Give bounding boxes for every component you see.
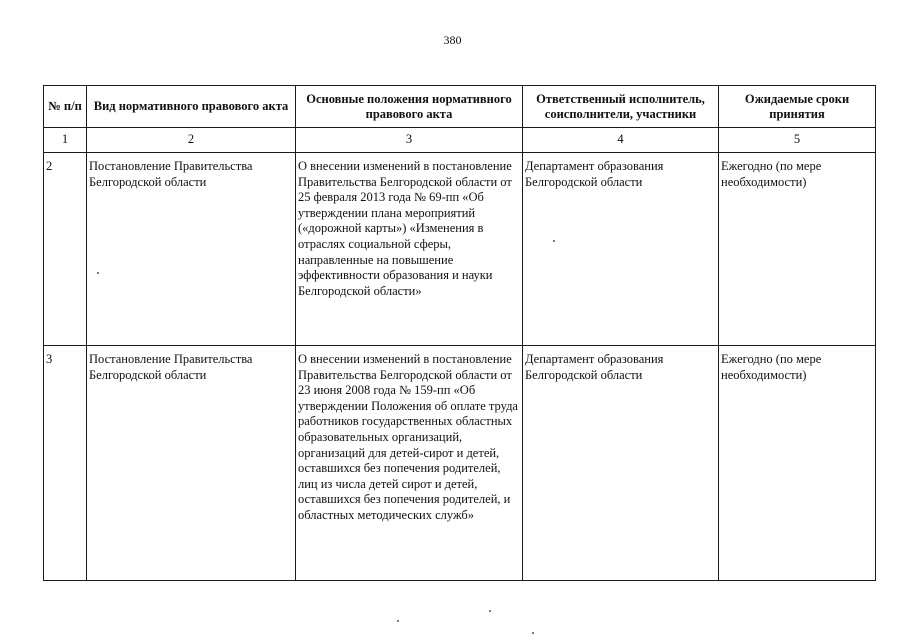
column-number: 2 <box>87 128 296 153</box>
scan-speck <box>97 272 99 274</box>
scan-speck <box>489 610 491 612</box>
page-number: 380 <box>443 33 462 47</box>
row-number: 3 <box>44 346 87 581</box>
legal-acts-table <box>43 85 876 581</box>
deadline-cell: Ежегодно (по мере необходимости) <box>719 153 876 346</box>
header-act-type: Вид нормативного правового акта <box>87 86 296 128</box>
header-number: № п/п <box>44 86 87 128</box>
act-type-cell: Постановление Правительства Белгородской области <box>87 346 296 581</box>
table-header-row <box>44 86 876 128</box>
table-row <box>44 153 876 346</box>
table-row <box>44 346 876 581</box>
column-number: 4 <box>523 128 719 153</box>
scan-speck <box>553 240 555 242</box>
row-number: 2 <box>44 153 87 346</box>
column-number: 1 <box>44 128 87 153</box>
executor-cell: Департамент образования Белгородской области <box>523 153 719 346</box>
column-number-row <box>44 128 876 153</box>
content-cell: О внесении изменений в постановление Правительства Белгородской области от 25 февраля 2013 года № 69-пп «Об утверждении плана мероприятий («дорожной карты») «Изменения в отраслях социальной сферы, направленные на повышение эффективности образования и науки Белгородской области» <box>296 153 523 346</box>
content-cell: О внесении изменений в постановление Правительства Белгородской области от 23 июня 2008 года № 159-пп «Об утверждении Положения об оплате труда работников государственных областных образовательных организаций, организаций для детей-сирот и детей, оставшихся без попечения родителей, лиц из числа детей сирот и детей, оставшихся без попечения родителей, и областных методических служб» <box>296 346 523 581</box>
column-number: 3 <box>296 128 523 153</box>
deadline-cell: Ежегодно (по мере необходимости) <box>719 346 876 581</box>
scan-speck <box>397 620 399 622</box>
column-number: 5 <box>719 128 876 153</box>
act-type-cell: Постановление Правительства Белгородской области <box>87 153 296 346</box>
header-executor: Ответственный исполнитель, соисполнители, участники <box>523 86 719 128</box>
header-content: Основные положения нормативного правового акта <box>296 86 523 128</box>
scan-speck <box>532 632 534 634</box>
header-deadline: Ожидаемые сроки принятия <box>719 86 876 128</box>
executor-cell: Департамент образования Белгородской области <box>523 346 719 581</box>
